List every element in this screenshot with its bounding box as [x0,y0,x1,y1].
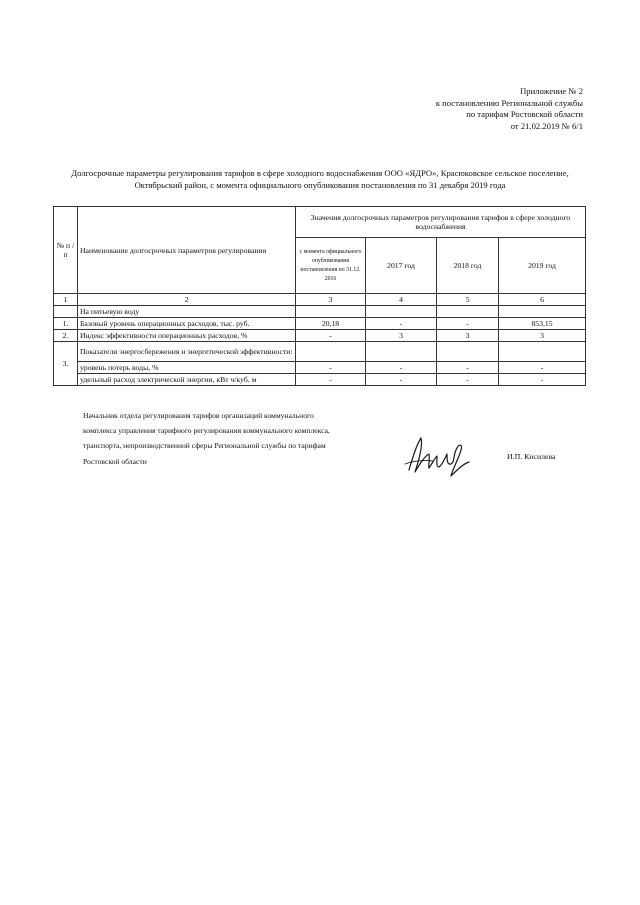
row-value: 853,15 [499,318,586,330]
column-number: 5 [437,294,499,306]
section-row [54,306,586,318]
row-value: - [437,362,499,374]
header-col-period: с момента официального опубликования постановления по 31.12. 2016 [296,238,366,294]
header-col-2018: 2018 год [437,238,499,294]
position-line-3: транспорта, непроизводственной сферы Региональной службы по тарифам [83,441,326,451]
row-name: Индекс эффективности операционных расходов, % [78,330,296,342]
row-value: - [437,318,499,330]
row-value: - [296,374,366,386]
header-col-2019: 2019 год [499,238,586,294]
row-name: удельный расход электрической энергии, кВт ч/куб. м [78,374,296,386]
row-value: 20,18 [296,318,366,330]
column-number: 6 [499,294,586,306]
row-value: 3 [499,330,586,342]
row-value: - [437,374,499,386]
column-number: 3 [296,294,366,306]
row-value: 3 [437,330,499,342]
row-name: уровень потерь воды, % [78,362,296,374]
row-value: - [366,374,437,386]
row-name: Базовый уровень операционных расходов, тыс. руб. [78,318,296,330]
row-value: - [499,374,586,386]
table-row [54,330,586,342]
group-num: 3. [54,342,78,386]
column-number: 4 [366,294,437,306]
position-line-1: Начальник отдела регулирования тарифов организаций коммунального [83,411,314,420]
title-line-1: Долгосрочные параметры регулирования тарифов в сфере холодного водоснабжения ООО «ЯДРО», Красюковское сельское поселение, [71,168,569,178]
group-row [54,342,586,362]
table-row [54,362,586,374]
header-num: № п /п [54,207,78,294]
row-value: - [499,362,586,374]
annex-header [436,86,583,132]
row-value: - [366,362,437,374]
row-value: 3 [366,330,437,342]
document-title [45,168,595,191]
annex-number: Приложение № 2 [520,86,583,96]
header-col-2017: 2017 год [366,238,437,294]
annex-date: от 21.02.2019 № 6/1 [510,120,583,131]
handwritten-signature [403,434,473,478]
row-value: - [296,330,366,342]
row-value: - [366,318,437,330]
title-line-2: Октябрьский район, с момента официального опубликования постановления по 31 декабря 2019 года [134,179,506,190]
annex-reference: к постановлению Региональной службы [435,97,583,108]
signatory-position [83,408,383,469]
column-number: 1 [54,294,78,306]
group-title: Показатели энергосбережения и энергетической эффективности: [78,342,296,362]
row-num: 2. [54,330,78,342]
column-number: 2 [78,294,296,306]
annex-agency: по тарифам Ростовской области [466,109,583,119]
parameters-table [53,206,586,386]
position-line-2: комплекса управления тарифного регулирования коммунального комплекса, [83,426,330,436]
table-row [54,318,586,330]
header-name: Наименование долгосрочных параметров регулирования [78,207,296,294]
table-row [54,374,586,386]
section-title: На питьевую воду [78,306,296,318]
row-num: 1. [54,318,78,330]
signer-name: И.П. Кисилева [507,452,556,461]
row-value: - [296,362,366,374]
position-line-4: Ростовской области [83,456,147,466]
column-numbers-row [54,294,586,306]
header-values-group: Значения долгосрочных параметров регулирования тарифов в сфере холодного водоснабжения [296,207,586,238]
